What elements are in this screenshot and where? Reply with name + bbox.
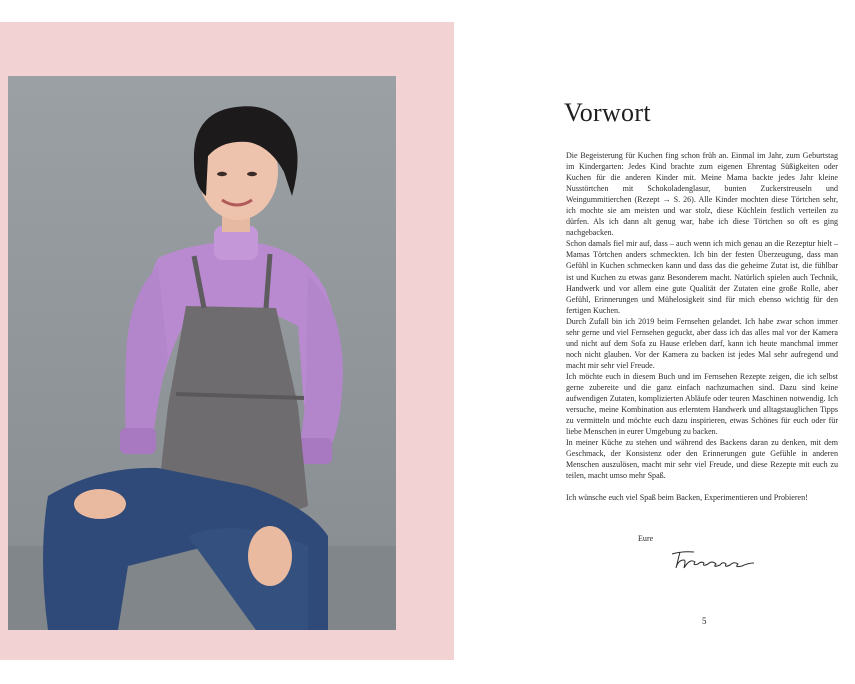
right-page [454,22,855,660]
author-photo-illustration [8,76,396,630]
paragraph: Schon damals fiel mir auf, dass – auch wenn ich mich genau an die Rezeptur hielt – Mamas Törtchen anders schmeckten. Ich bin der festen Überzeugung, dass man Gefühl in Kuchen schmecken kann und dass das die geheime Zutat ist, die fühlbar ist und Kuchen zu etwas ganz Besonderem macht. Natürlich spielen auch Technik, Handwerk und vor allem eine gute Qualität der Zutaten eine große Rolle, aber Gefühl, Erinnerungen und Mühelosigkeit sind für mich ebenso wichtig für den fertigen Kuchen. [566,239,838,315]
page-title: Vorwort [564,98,651,127]
left-page [0,22,454,660]
paragraph: Durch Zufall bin ich 2019 beim Fernsehen gelandet. Ich habe zwar schon immer sehr gerne und viel Fernsehen geguckt, aber dass ich das alles mal vor der Kamera und nicht auf dem Sofa zu Hause erleben darf, kann ich heute manchmal immer noch nicht glauben. Vor der Kamera zu backen ist jedes Mal sehr aufregend und macht mir sehr viel Freude. [566,316,838,370]
signature [668,546,758,577]
author-photo [8,76,396,630]
paragraph: Ich möchte euch in diesem Buch und im Fernsehen Rezepte zeigen, die ich selbst gerne zubereite und die ganz einfach nachzumachen sind. Dazu sind keine aufwendigen Zutaten, komplizierten Abläufe oder teuren Maschinen notwendig. Ich versuche, meine Kombination aus erlerntem Handwerk und alltagstauglichen Tipps zu vermitteln und möchte euch dazu inspirieren, etwas Schönes für euch oder für liebe Menschen in eurer Umgebung zu backen. [566,371,838,437]
final-line: Ich wünsche euch viel Spaß beim Backen, Experimentieren und Probieren! [566,493,808,503]
handwritten-signature [668,546,758,572]
closing-word: Eure [638,534,654,543]
foreword-text [566,150,838,503]
page-number: 5 [702,616,707,626]
paragraph: Die Begeisterung für Kuchen fing schon früh an. Einmal im Jahr, zum Geburtstag im Kindergarten: Jedes Kind brachte zum eigenen Ehrentag Süßigkeiten oder Kuchen für die anderen Kinder mit. Meine Mama backte jedes Jahr kleine Nusstörtchen mit Schokoladenglasur, bunten Zuckerstreuseln und Weingummitierchen (Rezept → S. 26). Alle Kinder mochten diese Törtchen sehr, ich mochte sie am meisten und war stolz, diese Küchlein festlich verteilen zu dürfen. Als ich dann alt genug war, habe ich diese Törtchen so oft es ging nachgebacken. [566,151,838,238]
paragraph: In meiner Küche zu stehen und während des Backens daran zu denken, mit dem Geschmack, der Konsistenz oder den Erinnerungen gute Gefühle in anderen Menschen auszulösen, macht mir sehr viel Freude, und diese Rezepte mit euch zu teilen, macht umso mehr Spaß. [566,438,838,481]
